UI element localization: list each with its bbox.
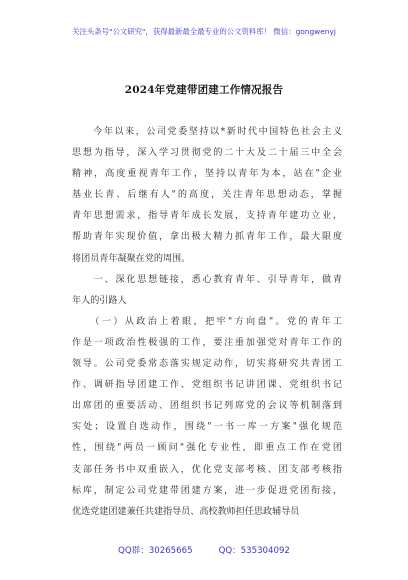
body-line: 领导。公司党委常态落实规定动作，切实将研究共青团工 (72, 359, 342, 370)
document-title: 2024年党建带团建工作情况报告 (124, 84, 284, 96)
body-line: 性，围绕"两员一顾问"强化专业性，即重点工作在党团 (72, 443, 342, 454)
body-line: 作是一项政治性极强的工作，要注重加强党对青年工作的 (72, 337, 342, 348)
body-line: 青年思想需求，指导青年成长发展，支持青年建功立业， (72, 211, 342, 222)
footer-contact (0, 544, 408, 556)
footer-qq-group: QQ群：30265665 (118, 546, 193, 556)
body-line: 年人的引路人 (72, 295, 127, 306)
body-line: 今年以来，公司党委坚持以*新时代中国特色社会主义 (72, 127, 342, 137)
body-line: 支部任务书中双重嵌入，优化党支部考核、团支部考核指 (72, 464, 342, 475)
document-body (72, 122, 342, 523)
body-line: 标库，制定公司党建带团建方案，进一步促进党团衔接， (72, 485, 342, 496)
body-line: 优选党建团建兼任共建指导员、高校教师担任思政辅导员 (72, 506, 300, 517)
body-line: 基业长青、后继有人"的高度，关注青年思想动态，掌握 (72, 190, 342, 201)
header-note: 关注头条号"公文研究"，获得最新最全最专业的公文资料库！ 微信：gongwenyj (72, 27, 336, 36)
body-line: 实处；设置自选动作，围绕"一书一库一方案"强化规范 (72, 422, 342, 433)
body-line: 一、深化思想链接，悉心教育青年、引导青年，做青 (72, 274, 342, 285)
body-line: 精神，高度重视青年工作，坚持以青年为本，站在"企业 (72, 169, 342, 180)
body-line: 思想为指导，深入学习贯彻党的二十大及二十届三中全会 (72, 148, 342, 159)
body-line: 帮助青年实现价值，拿出极大精力抓青年工作，最大限度 (72, 232, 342, 243)
body-line: 出席团的重要活动、团组织书记列席党的会议等机制落到 (72, 401, 342, 412)
body-line: 作、调研指导团建工作、党组织书记讲团课、党组织书记 (72, 380, 342, 391)
body-line: （一）从政治上着眼，把牢"方向盘"。党的青年工 (72, 316, 342, 327)
body-line: 将团员青年凝聚在党的周围。 (72, 253, 191, 264)
footer-qq-number: QQ：535304092 (218, 546, 290, 556)
